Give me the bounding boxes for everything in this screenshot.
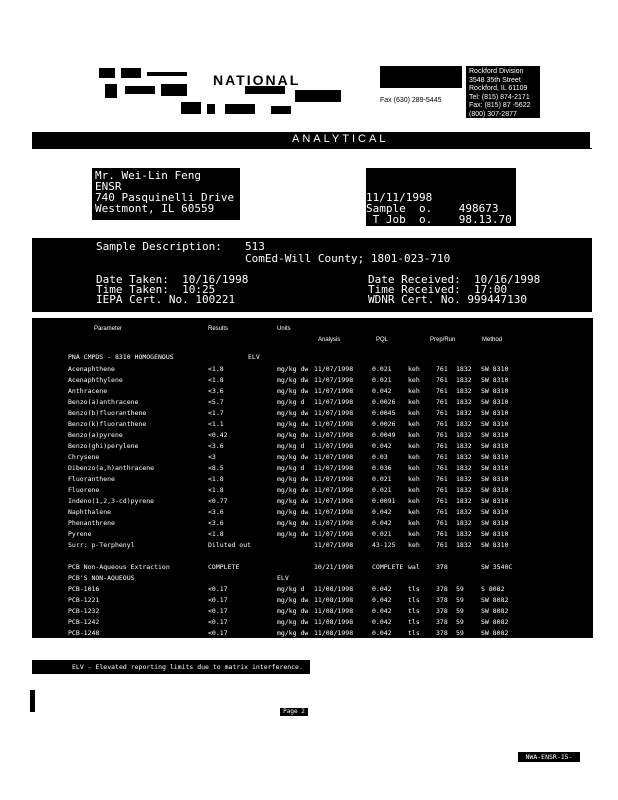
row-units: mg/kg dw [277, 409, 309, 417]
row-pql: 0.042 [372, 585, 392, 593]
row-result: <0.17 [208, 585, 228, 593]
row-method: SW 8082 [481, 618, 509, 626]
row-prep: 761 [436, 376, 448, 384]
col-method: Method [482, 337, 503, 343]
sample-info [32, 238, 592, 312]
row-run: 1832 [456, 464, 472, 472]
row-units: mg/kg d [277, 442, 305, 450]
row-analysis-date: 11/07/1998 [314, 530, 354, 538]
row-tech: keh [408, 387, 420, 395]
row-method: SW 8310 [481, 530, 509, 538]
row-analysis-date: 11/07/1998 [314, 442, 354, 450]
row-method: SW 8310 [481, 376, 509, 384]
row-units: mg/kg dw [277, 530, 309, 538]
client-company: ENSR [95, 180, 122, 193]
row-tech: keh [408, 475, 420, 483]
row-run: 59 [456, 596, 464, 604]
row-analysis-date: 11/07/1998 [314, 420, 354, 428]
row-prep: 761 [436, 453, 448, 461]
row-parameter: PCB-1016 [68, 585, 100, 593]
row-prep: 761 [436, 530, 448, 538]
row-pql: 0.0026 [372, 420, 396, 428]
col-units: Units [277, 326, 291, 332]
row-units: mg/kg dw [277, 486, 309, 494]
row-analysis-date: 11/07/1998 [314, 486, 354, 494]
row-method: SW 8082 [481, 640, 509, 648]
sample-number: 498673 [458, 202, 499, 215]
row-analysis-date: 11/07/1998 [314, 365, 354, 373]
row-result: <0.77 [208, 497, 228, 505]
row-tech: keh [408, 442, 420, 450]
row-run: 1832 [456, 508, 472, 516]
row-result: <0.17 [208, 629, 228, 637]
row-result: <8.5 [208, 464, 224, 472]
banner-text: ANALYTICAL [292, 133, 389, 145]
row-units: mg/kg d [277, 464, 305, 472]
col-parameter: Parameter [94, 326, 123, 332]
row-result: <1.8 [208, 486, 224, 494]
row-pql: 0.036 [372, 464, 392, 472]
row-result: <0.17 [208, 607, 228, 615]
row-analysis-date: 11/07/1998 [314, 541, 354, 549]
row-prep: 378 [436, 618, 448, 626]
row-result: <1.8 [208, 365, 224, 373]
wdnr-cert: WDNR Cert. No. 999447130 [368, 293, 527, 306]
row-analysis-date: 11/07/1998 [314, 475, 354, 483]
row-pql: 0.0049 [372, 431, 396, 439]
row-pql: 0.021 [372, 376, 392, 384]
row-analysis-date: 11/07/1998 [314, 431, 354, 439]
row-tech: tls [408, 585, 420, 593]
row-analysis-date: 11/07/1998 [314, 409, 354, 417]
row-prep: 378 [436, 607, 448, 615]
row-run: 1832 [456, 541, 472, 549]
page-number: Page 2 [280, 708, 308, 716]
division-name: Rockford Division [469, 68, 524, 75]
row-method: SW 8082 [481, 596, 509, 604]
row-run: 1832 [456, 519, 472, 527]
row-parameter: Acenaphthylene [68, 376, 123, 384]
row-result: <1.8 [208, 376, 224, 384]
row-parameter: Benzo(k)fluoranthene [68, 420, 147, 428]
scan-mark [30, 690, 35, 712]
contact-left-redaction [380, 66, 462, 88]
row-parameter: PCB'S NON-AQUEOUS [68, 574, 135, 582]
row-analysis-date: 11/08/1998 [314, 618, 354, 626]
row-method: SW 8310 [481, 365, 509, 373]
row-analysis-date: 11/08/1998 [314, 640, 354, 648]
row-run: 59 [456, 640, 464, 648]
division-city: Rockford, IL 61109 [469, 85, 528, 92]
row-prep: 761 [436, 497, 448, 505]
row-tech: keh [408, 541, 420, 549]
row-method: SW 8310 [481, 442, 509, 450]
row-analysis-date: 11/08/1998 [314, 585, 354, 593]
row-analysis-date: 11/07/1998 [314, 376, 354, 384]
row-prep: 761 [436, 431, 448, 439]
section-pna-label: PNA CMPDS - 8310 HOMOGENOUS [68, 353, 174, 361]
date-taken: Date Taken: 10/16/1998 [96, 273, 249, 286]
row-run: 1832 [456, 442, 472, 450]
division-street: 3548 35th Street [469, 76, 521, 84]
row-run: 1832 [456, 376, 472, 384]
client-address [92, 168, 240, 220]
division-fax: Fax: (815) 87 -5622 [469, 102, 531, 109]
row-run: 59 [456, 585, 464, 593]
row-result: <1.8 [208, 530, 224, 538]
row-tech: keh [408, 431, 420, 439]
row-units: mg/kg dw [277, 475, 309, 483]
row-parameter: Dibenzo(a,h)anthracene [68, 464, 155, 472]
row-parameter: Fluorene [68, 486, 100, 494]
row-analysis-date: 11/08/1998 [314, 607, 354, 615]
row-tech: tls [408, 640, 420, 648]
row-parameter: PCB Non-Aqueous Extraction [68, 563, 170, 571]
row-result: <3.6 [208, 508, 224, 516]
row-result: <0.17 [208, 618, 228, 626]
row-run: 1832 [456, 497, 472, 505]
row-pql: 0.021 [372, 365, 392, 373]
row-prep: 761 [436, 519, 448, 527]
row-tech: keh [408, 530, 420, 538]
row-pql: 0.042 [372, 607, 392, 615]
row-units: mg/kg dw [277, 607, 309, 615]
row-parameter: PCB-1248 [68, 629, 100, 637]
row-parameter: PCB-1221 [68, 596, 100, 604]
row-parameter: Fluoranthene [68, 475, 115, 483]
company-logo [95, 64, 345, 116]
contact-left-fax: Fax (630) 289-5445 [380, 97, 442, 104]
row-units: mg/kg dw [277, 640, 309, 648]
row-parameter: Benzo(a)anthracene [68, 398, 139, 406]
iepa-cert: IEPA Cert. No. 100221 [96, 293, 236, 306]
row-tech: keh [408, 376, 420, 384]
division-tel: Tel: (815) 874-2171 [469, 93, 530, 101]
row-tech: tls [408, 607, 420, 615]
row-tech: keh [408, 486, 420, 494]
row-units: mg/kg d [277, 398, 305, 406]
row-tech: keh [408, 453, 420, 461]
row-method: SW 8310 [481, 453, 509, 461]
row-units: mg/kg dw [277, 618, 309, 626]
table-row [32, 638, 593, 651]
row-prep: 761 [436, 365, 448, 373]
row-units: mg/kg dw [277, 420, 309, 428]
row-tech: keh [408, 409, 420, 417]
row-run: 1832 [456, 486, 472, 494]
row-method: SW 8310 [481, 431, 509, 439]
row-pql: 0.042 [372, 618, 392, 626]
row-parameter: Benzo(b)fluoranthene [68, 409, 147, 417]
row-analysis-date: 11/07/1998 [314, 453, 354, 461]
row-units: mg/kg dw [277, 508, 309, 516]
row-analysis-date: 10/21/1998 [314, 563, 354, 571]
report-ids [366, 168, 516, 226]
row-run: 59 [456, 618, 464, 626]
row-units: mg/kg dw [277, 453, 309, 461]
contact-right [466, 66, 540, 118]
row-analysis-date: 11/07/1998 [314, 519, 354, 527]
row-parameter: Surr: p-Terphenyl [68, 541, 135, 549]
row-tech: keh [408, 420, 420, 428]
row-run: 1832 [456, 365, 472, 373]
row-result: <1.8 [208, 475, 224, 483]
row-run: 1832 [456, 420, 472, 428]
row-prep: 378 [436, 640, 448, 648]
row-tech: keh [408, 497, 420, 505]
row-parameter: Benzo(ghi)perylene [68, 442, 139, 450]
row-result: <0.17 [208, 596, 228, 604]
row-parameter: Acenaphthene [68, 365, 115, 373]
row-units: mg/kg dw [277, 629, 309, 637]
row-pql: 0.0026 [372, 398, 396, 406]
row-prep: 761 [436, 475, 448, 483]
row-run: 1832 [456, 431, 472, 439]
description-label: Sample Description: [96, 240, 222, 253]
row-tech: keh [408, 398, 420, 406]
divider [32, 148, 592, 149]
row-method: SW 8082 [481, 629, 509, 637]
row-result: COMPLETE [208, 563, 240, 571]
row-result: <1.7 [208, 409, 224, 417]
date-received: Date Received: 10/16/1998 [368, 273, 541, 286]
row-method: SW 8310 [481, 387, 509, 395]
document-id: NWA-ENSR-15-5814 [518, 752, 580, 762]
report-date: 11/11/1998 [366, 191, 433, 204]
time-taken: Time Taken: 10:25 [96, 283, 216, 296]
row-parameter: Chrysene [68, 453, 100, 461]
row-result: <3.6 [208, 519, 224, 527]
row-analysis-date: 11/07/1998 [314, 497, 354, 505]
row-result: <3 [208, 453, 216, 461]
row-run: 1832 [456, 387, 472, 395]
row-units: mg/kg dw [277, 431, 309, 439]
client-contact: Mr. Wei-Lin Feng [95, 169, 201, 182]
row-parameter: PCB-1254 [68, 640, 100, 648]
row-run: 59 [456, 629, 464, 637]
row-prep: 761 [436, 541, 448, 549]
row-result: <1.1 [208, 420, 224, 428]
row-pql: 0.042 [372, 629, 392, 637]
row-analysis-date: 11/07/1998 [314, 398, 354, 406]
row-analysis-date: 11/08/1998 [314, 596, 354, 604]
logo-wordmark: NATIONAL [213, 72, 301, 88]
row-method: SW 8310 [481, 409, 509, 417]
row-parameter: PCB-1232 [68, 607, 100, 615]
row-prep: 761 [436, 420, 448, 428]
row-result: Diluted out [208, 541, 252, 549]
row-pql: 0.042 [372, 640, 392, 648]
row-parameter: Naphthalene [68, 508, 112, 516]
row-result: <5.7 [208, 398, 224, 406]
row-prep: 761 [436, 398, 448, 406]
row-analysis-date: 11/07/1998 [314, 387, 354, 395]
row-parameter: Indeno(1,2,3-cd)pyrene [68, 497, 155, 505]
time-received: Time Received: 17:00 [368, 283, 508, 296]
row-pql: 0.03 [372, 453, 388, 461]
row-tech: keh [408, 519, 420, 527]
row-analysis-date: 11/07/1998 [314, 464, 354, 472]
description-line2: ComEd-Will County; 1801-023-710 [245, 252, 451, 265]
division-tollfree: (800) 307-2877 [469, 110, 517, 118]
row-method: SW 8310 [481, 464, 509, 472]
row-pql: 0.0045 [372, 409, 396, 417]
row-method: SW 3540C [481, 563, 513, 571]
row-units: mg/kg dw [277, 596, 309, 604]
row-pql: COMPLETE [372, 563, 404, 571]
row-prep: 378 [436, 585, 448, 593]
row-tech: tls [408, 629, 420, 637]
job-number-label: T Job o. [372, 213, 433, 226]
row-parameter: Pyrene [68, 530, 92, 538]
row-method: SW 8310 [481, 541, 509, 549]
row-method: SW 8310 [481, 508, 509, 516]
client-street: 740 Pasquinelli Drive [95, 191, 235, 204]
row-analysis-date: 11/08/1998 [314, 629, 354, 637]
row-tech: tls [408, 618, 420, 626]
row-units: mg/kg dw [277, 365, 309, 373]
row-prep: 761 [436, 409, 448, 417]
client-city: Westmont, IL 60559 [95, 202, 215, 215]
row-pql: 0.042 [372, 442, 392, 450]
row-pql: 0.042 [372, 387, 392, 395]
job-number: 98.13.70 [458, 213, 512, 226]
row-prep: 761 [436, 464, 448, 472]
row-result: <3.6 [208, 442, 224, 450]
row-prep: 378 [436, 629, 448, 637]
row-method: SW 8310 [481, 420, 509, 428]
row-units: mg/kg dw [277, 376, 309, 384]
contact-left [380, 66, 462, 114]
row-method: SW 8310 [481, 398, 509, 406]
row-result: <0.42 [208, 431, 228, 439]
row-parameter: Anthracene [68, 387, 108, 395]
row-prep: 378 [436, 563, 448, 571]
row-run: 1832 [456, 398, 472, 406]
report-banner [32, 132, 590, 148]
row-pql: 43-125 [372, 541, 396, 549]
row-run: 59 [456, 607, 464, 615]
row-method: SW 8310 [481, 486, 509, 494]
job-number-row [366, 214, 618, 233]
footnote: ELV - Elevated reporting limits due to matrix interference. [32, 660, 310, 674]
section-pna-flag: ELV [248, 353, 260, 361]
row-tech: wal [408, 563, 420, 571]
col-pql: PQL [376, 337, 389, 343]
row-pql: 0.021 [372, 475, 392, 483]
row-method: SW 8082 [481, 607, 509, 615]
row-pql: 0.042 [372, 519, 392, 527]
row-units: mg/kg dw [277, 519, 309, 527]
row-run: 1832 [456, 530, 472, 538]
row-tech: keh [408, 464, 420, 472]
sample-number-label: Sample o. [366, 202, 433, 215]
row-pql: 0.042 [372, 508, 392, 516]
row-units: mg/kg dw [277, 387, 309, 395]
row-method: SW 8310 [481, 519, 509, 527]
row-result: <0.59 [208, 640, 228, 648]
row-prep: 761 [436, 508, 448, 516]
row-result: <3.6 [208, 387, 224, 395]
col-analysis: Analysis [318, 337, 341, 343]
row-units: mg/kg dw [277, 497, 309, 505]
row-run: 1832 [456, 453, 472, 461]
row-run: 1832 [456, 475, 472, 483]
row-prep: 761 [436, 486, 448, 494]
row-pql: 0.042 [372, 596, 392, 604]
row-pql: 0.0091 [372, 497, 396, 505]
description-line1: 513 [245, 240, 265, 253]
row-units: ELV [277, 574, 289, 582]
row-tech: keh [408, 508, 420, 516]
row-pql: 0.021 [372, 486, 392, 494]
row-method: SW 8310 [481, 475, 509, 483]
col-prep-run: Prep/Run [430, 337, 456, 343]
row-tech: tls [408, 596, 420, 604]
row-parameter: Phenanthrene [68, 519, 115, 527]
row-prep: 761 [436, 442, 448, 450]
row-parameter: Benzo(a)pyrene [68, 431, 123, 439]
row-tech: keh [408, 365, 420, 373]
row-units: mg/kg d [277, 585, 305, 593]
row-method: SW 8310 [481, 497, 509, 505]
row-parameter: PCB-1242 [68, 618, 100, 626]
row-pql: 0.021 [372, 530, 392, 538]
row-prep: 378 [436, 596, 448, 604]
row-analysis-date: 11/07/1998 [314, 508, 354, 516]
col-results: Results [208, 326, 229, 332]
row-method: S 8082 [481, 585, 505, 593]
row-prep: 761 [436, 387, 448, 395]
results-table [32, 318, 593, 648]
row-run: 1832 [456, 409, 472, 417]
